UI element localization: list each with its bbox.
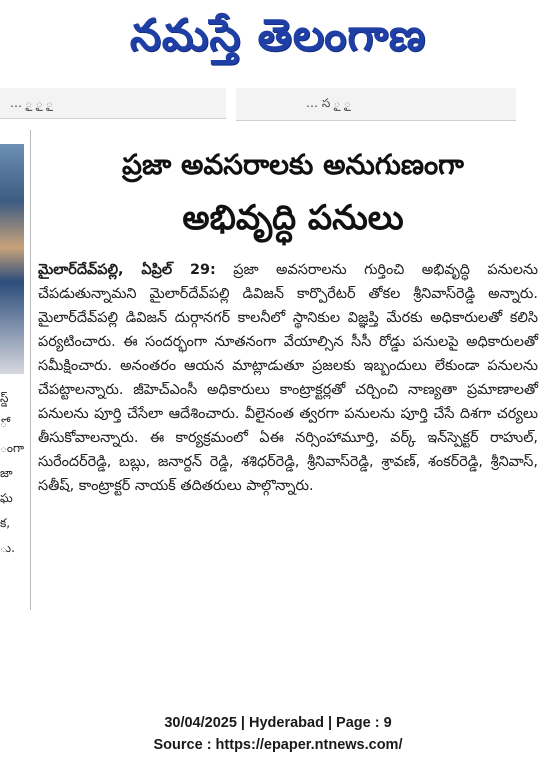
headline-line-1: ప్రజా అవసరాలకు అనుగుణంగా (122, 148, 464, 181)
column-divider (30, 130, 31, 610)
adjacent-photo (0, 144, 24, 374)
fragment-line: జా (0, 466, 13, 480)
clipping-fragment-left: … ౖ ౖ ౖ (10, 96, 53, 110)
headline-line-2: అభివృద్ధి పనులు (182, 198, 404, 238)
fragment-line: ఘ (0, 491, 13, 505)
edition-info: 30/04/2025 | Hyderabad | Page : 9 (164, 715, 392, 731)
adjacent-clipping-left (0, 88, 226, 119)
fragment-line: ో (0, 416, 7, 430)
article-body (38, 258, 548, 498)
news-article (38, 138, 548, 616)
article-body-text: ప్రజా అవసరాలను గుర్తించి అభివృద్ధి పనులను చేపడుతున్నామని మైలార్‌దేవ్‌పల్లి డివిజన్ కార్పొరేటర్ తోకల శ్రీనివాస్‌రెడ్డి అన్నారు. మైలార్‌దేవ్‌పల్లి డివిజన్ దుర్గానగర్ కాలనీలో స్థానికుల విజ్ఞప్తి మేరకు అధికారులతో కలిసి పర్యటించారు. ఈ సందర్భంగా నూతనంగా వేయాల్సిన సీసీ రోడ్డు పనులపై అధికారులతో సమీక్షించారు. అనంతరం ఆయన మాట్లాడుతూ ప్రజలకు ఇబ్బందులు లేకుండా పనులను చేపట్టాలన్నారు. జీహెచ్‌ఎంసీ అధికారులు కాంట్రాక్టర్లతో చర్చించి నాణ్యతా ప్రమాణాలతో పనులను పూర్తి చేసేలా ఆదేశించారు. వీలైనంత త్వరగా పనులను పూర్తి చేసే దిశగా చర్యలు తీసుకోవాలన్నారు. ఈ కార్యక్రమంలో ఏఈ నర్సింహామూర్తి, వర్క్ ఇన్‌స్పెక్టర్ రాహుల్, సురేందర్‌రెడ్డి, బబ్లు, జనార్దన్ రెడ్డి, శశిధర్‌రెడ్డి, శ్రీనివాస్‌రెడ్డి, శ్రావణ్, శంకర్‌రెడ్డి, శ్రీనివాస్, సతీష్, కాంట్రాక్టర్ నాయక్ తదితరులు పాల్గొన్నారు. (38, 262, 538, 494)
newspaper-logo: నమస్తే తెలంగాణ (129, 10, 427, 61)
fragment-line: ంగా (0, 441, 25, 455)
adjacent-article-left (0, 138, 28, 608)
source-url: Source : https://epaper.ntnews.com/ (153, 737, 403, 753)
adjacent-text-fragments (0, 386, 28, 561)
page-footer (0, 712, 556, 756)
fragment-line: క, (0, 516, 11, 530)
clipping-fragment-right: … స ౖ ౖ (306, 96, 351, 110)
adjacent-clipping-strip (0, 88, 556, 124)
adjacent-clipping-right (236, 88, 516, 121)
dateline: మైలార్‌దేవ్‌పల్లి, ఏప్రిల్ 29: (38, 262, 216, 278)
fragment-line: స్డ్ (0, 391, 9, 405)
masthead (0, 4, 556, 82)
fragment-line: ు. (0, 541, 15, 555)
